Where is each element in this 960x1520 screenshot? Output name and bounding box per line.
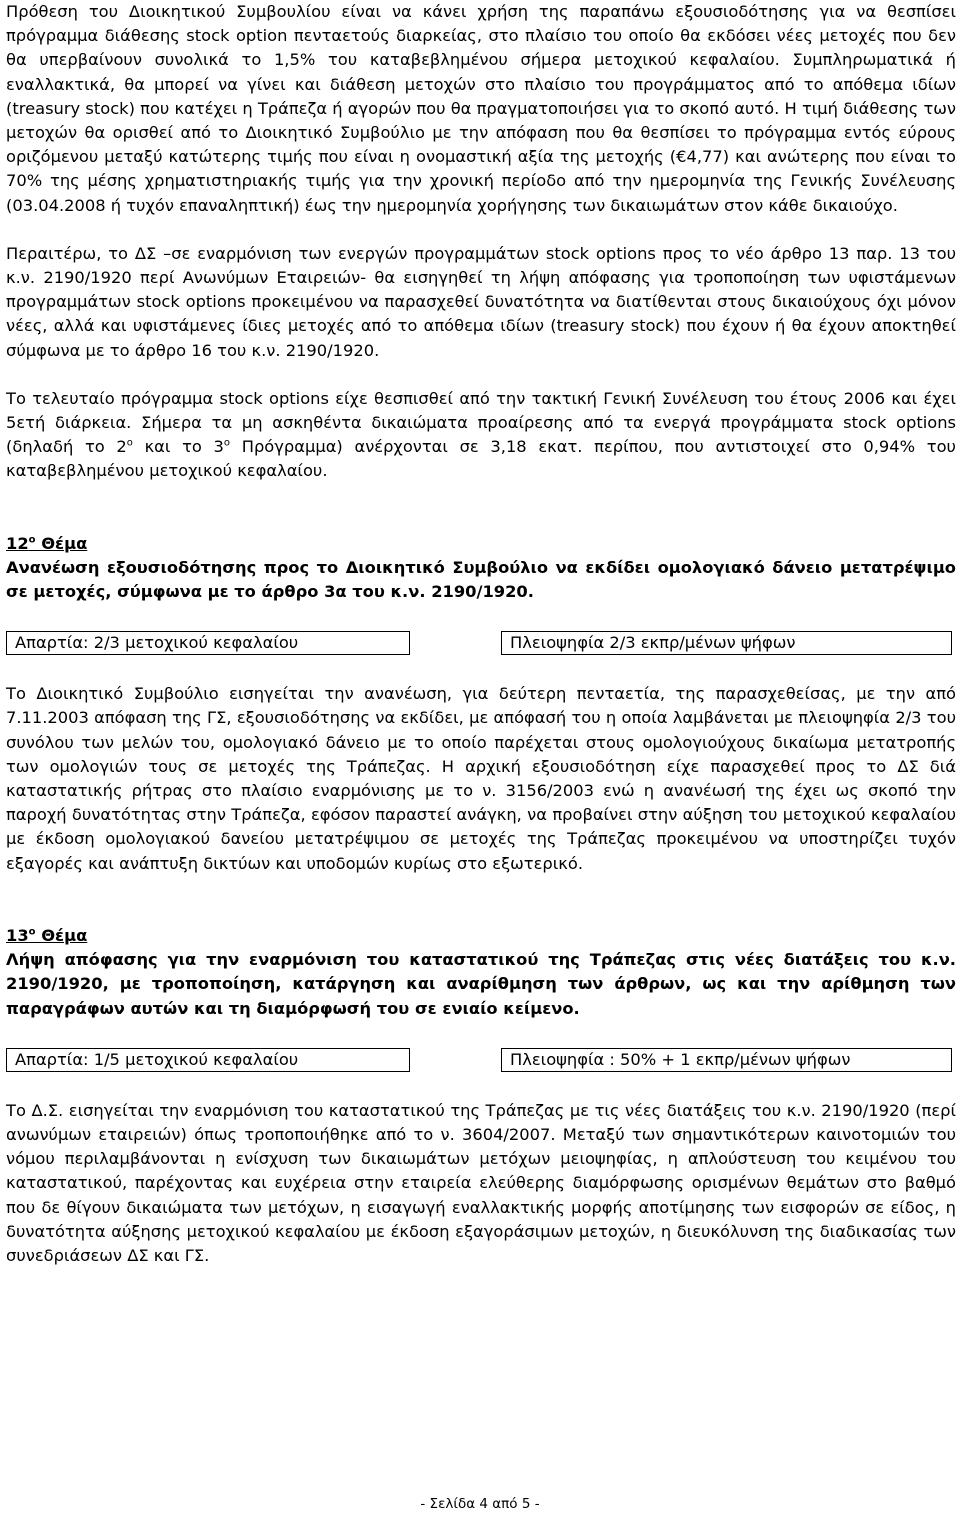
section-12-quorum-box: Απαρτία: 2/3 μετοχικού κεφαλαίου — [6, 631, 410, 655]
section-13-title: Λήψη απόφασης για την εναρμόνιση του καταστατικού της Τράπεζας στις νέες διατάξεις του κ.ν. 2190/1920, με τροποποίηση, κατάργηση και αναρίθμηση των άρθρων, ως και την αρίθμηση των παραγράφων αυτών και τη διαμόρφωσή του σε ενιαίο κείμενο. — [6, 950, 956, 1018]
section-spacer — [6, 604, 956, 631]
section-13-voting-requirements — [6, 1048, 952, 1072]
section-spacer — [6, 1072, 956, 1099]
document-page — [6, 0, 956, 1268]
section-12-word: Θέμα — [35, 533, 88, 553]
ordinal-superscript: ο — [223, 437, 231, 449]
section-spacer — [6, 484, 956, 532]
paragraph-last-program-part-c: Πρόγραμμα) ανέρχονται σε 3,18 εκατ. περίπου, που αντιστοιχεί στο 0,94% του καταβεβλημένου μετοχικού κεφαλαίου. — [6, 437, 956, 481]
section-12-number: 12 — [6, 533, 29, 553]
section-13-quorum-box: Απαρτία: 1/5 μετοχικού κεφαλαίου — [6, 1048, 410, 1072]
section-13-body: Το Δ.Σ. εισηγείται την εναρμόνιση του καταστατικού της Τράπεζας με τις νέες διατάξεις του κ.ν. 2190/1920 (περί ανωνύμων εταιρειών) όπως τροποποιήθηκε από το ν. 3604/2007. Μεταξύ των σημαντικότερων καινοτομιών του νόμου περιλαμβάνονται η ενίσχυση των δικαιωμάτων μετόχων μειοψηφίας, η απλούστευση του κειμένου του καταστατικού, παρέχοντας και ευχέρεια στην εταιρεία ελεύθερης διαμόρφωσης ορισμένων θεμάτων στο βαθμό που δε θίγουν δικαιώματα των μετόχων, η εισαγωγή εναλλακτικής μορφής αποτίμησης των εισφορών σε είδος, η δυνατότητα αύξησης μετοχικού κεφαλαίου με έκδοση εξαγοράσιμων μετοχών, η διευκόλυνση της διαδικασίας των συνεδριάσεων ΔΣ και ΓΣ. — [6, 1100, 956, 1265]
paragraph-last-program-part-b: και το 3 — [132, 437, 224, 457]
paragraph-spacer — [6, 218, 956, 242]
section-12-heading — [6, 532, 956, 556]
paragraph-last-program — [6, 387, 956, 484]
page-number-footer: - Σελίδα 4 από 5 - — [420, 1496, 540, 1512]
section-12-majority-box: Πλειοψηφία 2/3 εκπρ/μένων ψήφων — [501, 631, 952, 655]
paragraph-stock-option-intent: Πρόθεση του Διοικητικού Συμβουλίου είναι να κάνει χρήση της παραπάνω εξουσιοδότησης για να θεσπίσει πρόγραμμα διάθεσης stock option πενταετούς διαρκείας, στο πλαίσιο του οποίο θα εκδόσει νέες μετοχές που δεν θα υπερβαίνουν συνολικά το 1,5% του καταβεβλημένου σήμερα μετοχικού κεφαλαίου. Συμπληρωματικά ή εναλλακτικά, θα μπορεί να γίνει και διάθεση μετοχών στο πλαίσιο του προγράμματος από το απόθεμα ιδίων (treasury stock) που κατέχει η Τράπεζα ή αγορών που θα πραγματοποιήσει για το σκοπό αυτό. Η τιμή διάθεσης των μετοχών θα ορισθεί από το Διοικητικό Συμβούλιο με την απόφαση που θα θεσπίσει το πρόγραμμα εντός εύρους οριζόμενου μεταξύ κατώτερης τιμής που είναι η ονομαστική αξία της μετοχής (€4,77) και ανώτερης που είναι το 70% της μέσης χρηματιστηριακής τιμής για την χρονική περίοδο από την ημερομηνία της Γενικής Συνέλευσης (03.04.2008 ή τυχόν επαναληπτική) έως την ημερομηνία χορήγησης των δικαιωμάτων στον κάθε δικαιούχο. — [6, 2, 956, 215]
paragraph-stock-option-amendment: Περαιτέρω, το ΔΣ –σε εναρμόνιση των ενεργών προγραμμάτων stock options προς το νέο άρθρο 13 παρ. 13 του κ.ν. 2190/1920 περί Ανωνύμων Εταιρειών- θα εισηγηθεί τη λήψη απόφασης για τροποποίηση των υφιστάμενων προγραμμάτων stock options προκειμένου να παρασχεθεί δυνατότητα να διατίθενται στους δικαιούχους όχι μόνον νέες, αλλά και υφιστάμενες ίδιες μετοχές από το απόθεμα ιδίων (treasury stock) που έχουν ή θα έχουν αποκτηθεί σύμφωνα με το άρθρο 16 του κ.ν. 2190/1920. — [6, 243, 956, 360]
paragraph-last-program-part-a: Το τελευταίο πρόγραμμα stock options είχε θεσπισθεί από την τακτική Γενική Συνέλευση του έτους 2006 και έχει 5ετή διάρκεια. Σήμερα τα μη ασκηθέντα δικαιώματα προαίρεσης από τα ενεργά προγράμματα stock options (δηλαδή το 2 — [6, 388, 956, 457]
section-12-title: Ανανέωση εξουσιοδότησης προς το Διοικητικό Συμβούλιο να εκδίδει ομολογιακό δάνειο μετατρέψιμο σε μετοχές, σύμφωνα με το άρθρο 3α του κ.ν. 2190/1920. — [6, 557, 956, 602]
paragraph-spacer — [6, 363, 956, 387]
section-13-heading — [6, 924, 956, 948]
section-13-majority-box: Πλειοψηφία : 50% + 1 εκπρ/μένων ψήφων — [501, 1048, 952, 1072]
ordinal-superscript: ο — [126, 437, 133, 449]
ordinal-superscript: ο — [28, 534, 36, 546]
section-12-voting-requirements — [6, 631, 952, 655]
section-spacer — [6, 655, 956, 682]
ordinal-superscript: ο — [28, 926, 36, 938]
section-spacer — [6, 1021, 956, 1048]
section-spacer — [6, 876, 956, 924]
section-12-body: Το Διοικητικό Συμβούλιο εισηγείται την ανανέωση, για δεύτερη πενταετία, της παρασχεθείσας, με την από 7.11.2003 απόφαση της ΓΣ, εξουσιοδότησης να εκδίδει, με απόφασή του η οποία λαμβάνεται με πλειοψηφία 2/3 του συνόλου των μελών του, ομολογιακό δάνειο με το οποίο παρέχεται στους ομολογιούχους δικαίωμα μετατροπής των ομολογιών τους σε μετοχές της Τράπεζας. Η αρχική εξουσιοδότηση είχε παρασχεθεί προς το ΔΣ διά καταστατικής ρήτρας στο πλαίσιο εναρμόνισης με το ν. 3156/2003 ενώ η ανανέωσή της έχει ως σκοπό την παροχή δυνατότητας στην Τράπεζα, εφόσον παραστεί ανάγκη, να προβαίνει στην αύξηση του μετοχικού κεφαλαίου με έκδοση ομολογιακού δανείου μετατρέψιμου σε μετοχές της Τράπεζας προκειμένου να υποστηρίζει τυχόν εξαγορές και ανάπτυξη δικτύων και υποδομών κυρίως στο εξωτερικό. — [6, 684, 956, 873]
section-13-number: 13 — [6, 925, 29, 945]
section-13-word: Θέμα — [35, 925, 88, 945]
